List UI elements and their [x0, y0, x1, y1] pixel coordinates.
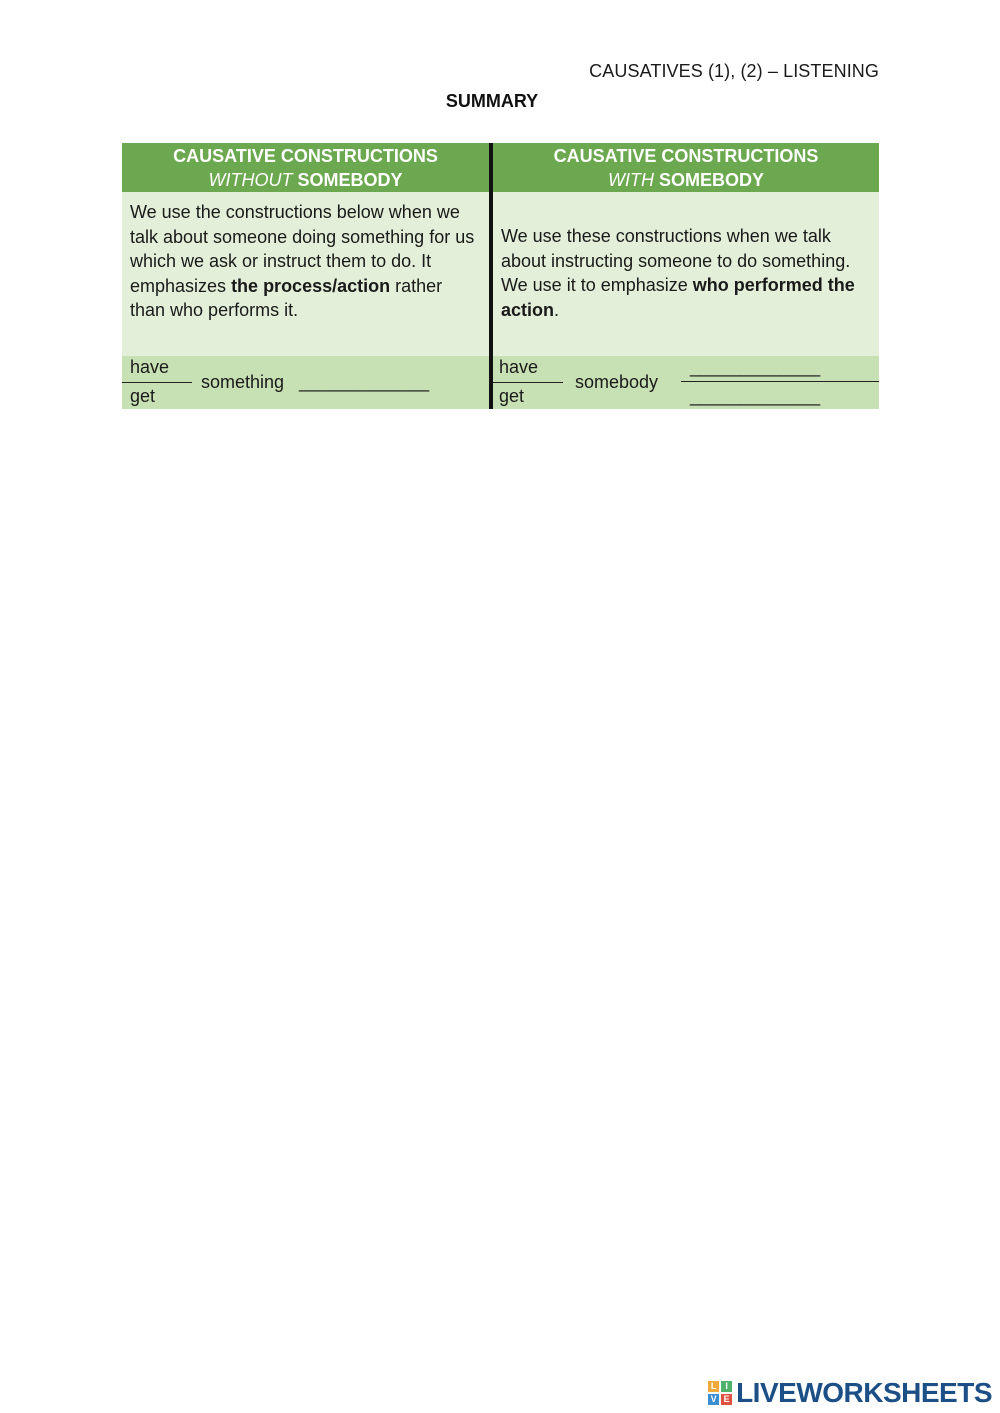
fraction-line: [122, 382, 192, 383]
fraction-line-right: [681, 381, 879, 382]
logo-grid-icon: [708, 1381, 732, 1405]
heading-line1: CAUSATIVE CONSTRUCTIONS: [173, 146, 438, 166]
verb-get: get: [499, 386, 525, 406]
object-word: somebody: [575, 372, 659, 392]
verb-have: have: [130, 357, 170, 377]
desc-text-end: .: [554, 299, 560, 320]
desc-emphasis: the process/action: [231, 275, 391, 296]
verb-get: get: [130, 386, 156, 406]
heading-line2: [122, 168, 489, 192]
formula-row: [122, 356, 489, 409]
column-description: [122, 192, 489, 356]
desc-text-end: rather than who performs it.: [130, 275, 443, 320]
desc-emphasis: who performed the action: [501, 275, 855, 320]
summary-table: [122, 143, 879, 409]
logo-tile: V: [708, 1394, 719, 1405]
column-heading: [493, 143, 879, 192]
verb-have: have: [499, 357, 539, 377]
logo-text: LIVEWORKSHEETS: [736, 1377, 992, 1408]
column-heading: [122, 143, 489, 192]
heading-italic: WITH: [607, 170, 654, 190]
answer-blank-bottom: _____________: [690, 386, 821, 406]
heading-italic: WITHOUT: [208, 170, 293, 190]
answer-blank: _____________: [299, 372, 430, 392]
worksheet-topic: CAUSATIVES (1), (2) – LISTENING: [589, 61, 879, 81]
formula-row: [493, 356, 879, 409]
logo-tile: I: [721, 1381, 732, 1392]
liveworksheets-logo: [708, 1378, 992, 1408]
heading-line2: [493, 168, 879, 192]
page-title: SUMMARY: [445, 91, 539, 111]
heading-line1: CAUSATIVE CONSTRUCTIONS: [553, 146, 819, 166]
column-with-somebody: [493, 143, 879, 409]
column-without-somebody: [122, 143, 489, 409]
column-description: [493, 192, 879, 356]
heading-bold: SOMEBODY: [658, 170, 764, 190]
logo-tile: E: [721, 1394, 732, 1405]
answer-blank-top: _____________: [690, 357, 821, 377]
heading-bold: SOMEBODY: [297, 170, 403, 190]
logo-tile: L: [708, 1381, 719, 1392]
object-word: something: [201, 372, 285, 392]
desc-text: We use these constructions when we talk about instructing someone to do something. We use it to emphasize: [501, 226, 851, 295]
desc-text: We use the constructions below when we talk about someone doing something for us which we ask or instruct them to do. It emphasizes: [130, 202, 475, 296]
fraction-line: [493, 382, 563, 383]
